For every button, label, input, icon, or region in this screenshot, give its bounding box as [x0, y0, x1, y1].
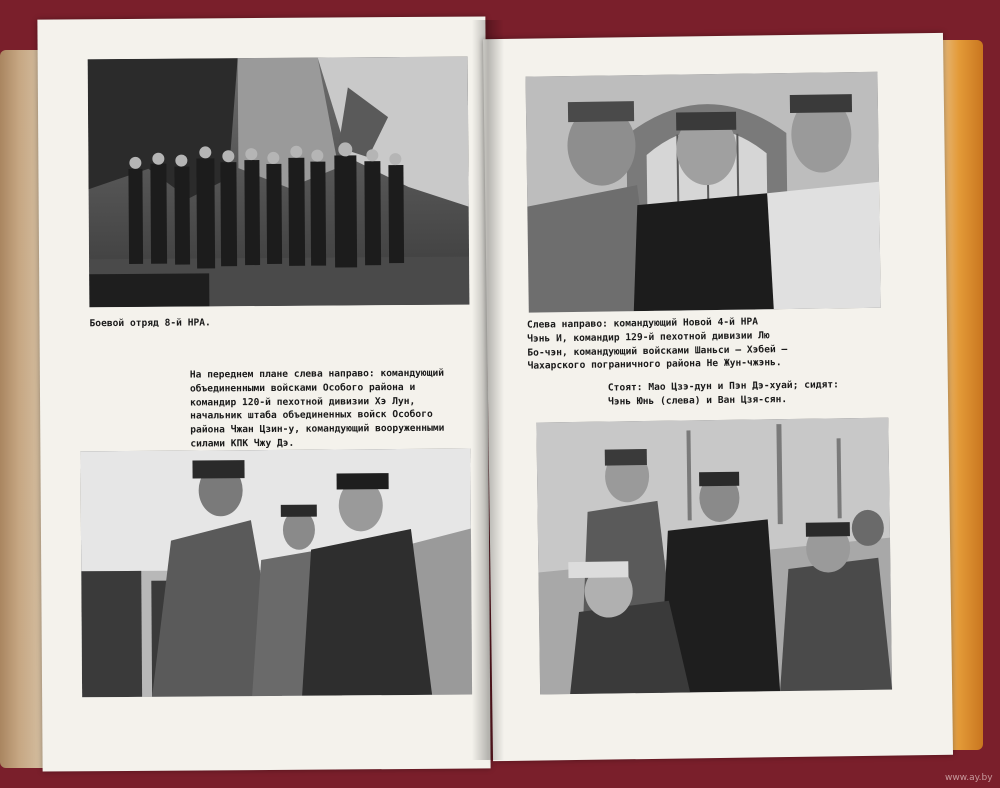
book-gutter-shadow: [472, 20, 504, 760]
caption-line: Чэнь Юнь (слева) и Ван Цзя-сян.: [607, 393, 788, 408]
photo-combat-squad: [88, 57, 470, 308]
caption-line: Слева направо: командующий Новой 4-й НРА: [526, 316, 759, 331]
caption-he-long-group: [190, 367, 445, 452]
caption-mao-peng: [608, 378, 839, 409]
caption-line: Бо-чэн, командующий войсками Шаньси — Хэбей —: [527, 343, 788, 359]
caption-line: силами КПК Чжу Дэ.: [190, 437, 295, 450]
photo-he-long-zhu-de: [80, 449, 472, 698]
caption-line: объединенными войсками Особого района и: [189, 381, 416, 395]
caption-line: района Чжан Цзин-у, командующий вооруженными: [190, 422, 445, 436]
photo-chen-yi-liu-bocheng: [526, 72, 881, 313]
photo-mao-zedong-group: [536, 418, 892, 695]
right-page: [483, 33, 953, 761]
caption-line: Стоят: Мао Цзэ-дун и Пэн Дэ-хуай; сидят:: [607, 379, 839, 394]
caption-line: На переднем плане слева направо: командующий: [189, 367, 445, 381]
caption-line: начальник штаба объединенных войск Особого: [190, 409, 433, 422]
caption-line: Чэнь И, командир 129-й пехотной дивизии Лю: [527, 330, 770, 345]
caption-combat-squad: Боевой отряд 8-й НРА.: [89, 317, 211, 330]
caption-line: Чахарского пограничного района Не Жун-чжэнь.: [527, 357, 782, 373]
site-watermark: www.ay.by: [945, 773, 993, 783]
caption-line: командир 120-й пехотной дивизии Хэ Лун,: [190, 395, 416, 409]
left-page: [37, 16, 490, 771]
caption-commanders: [527, 315, 788, 374]
